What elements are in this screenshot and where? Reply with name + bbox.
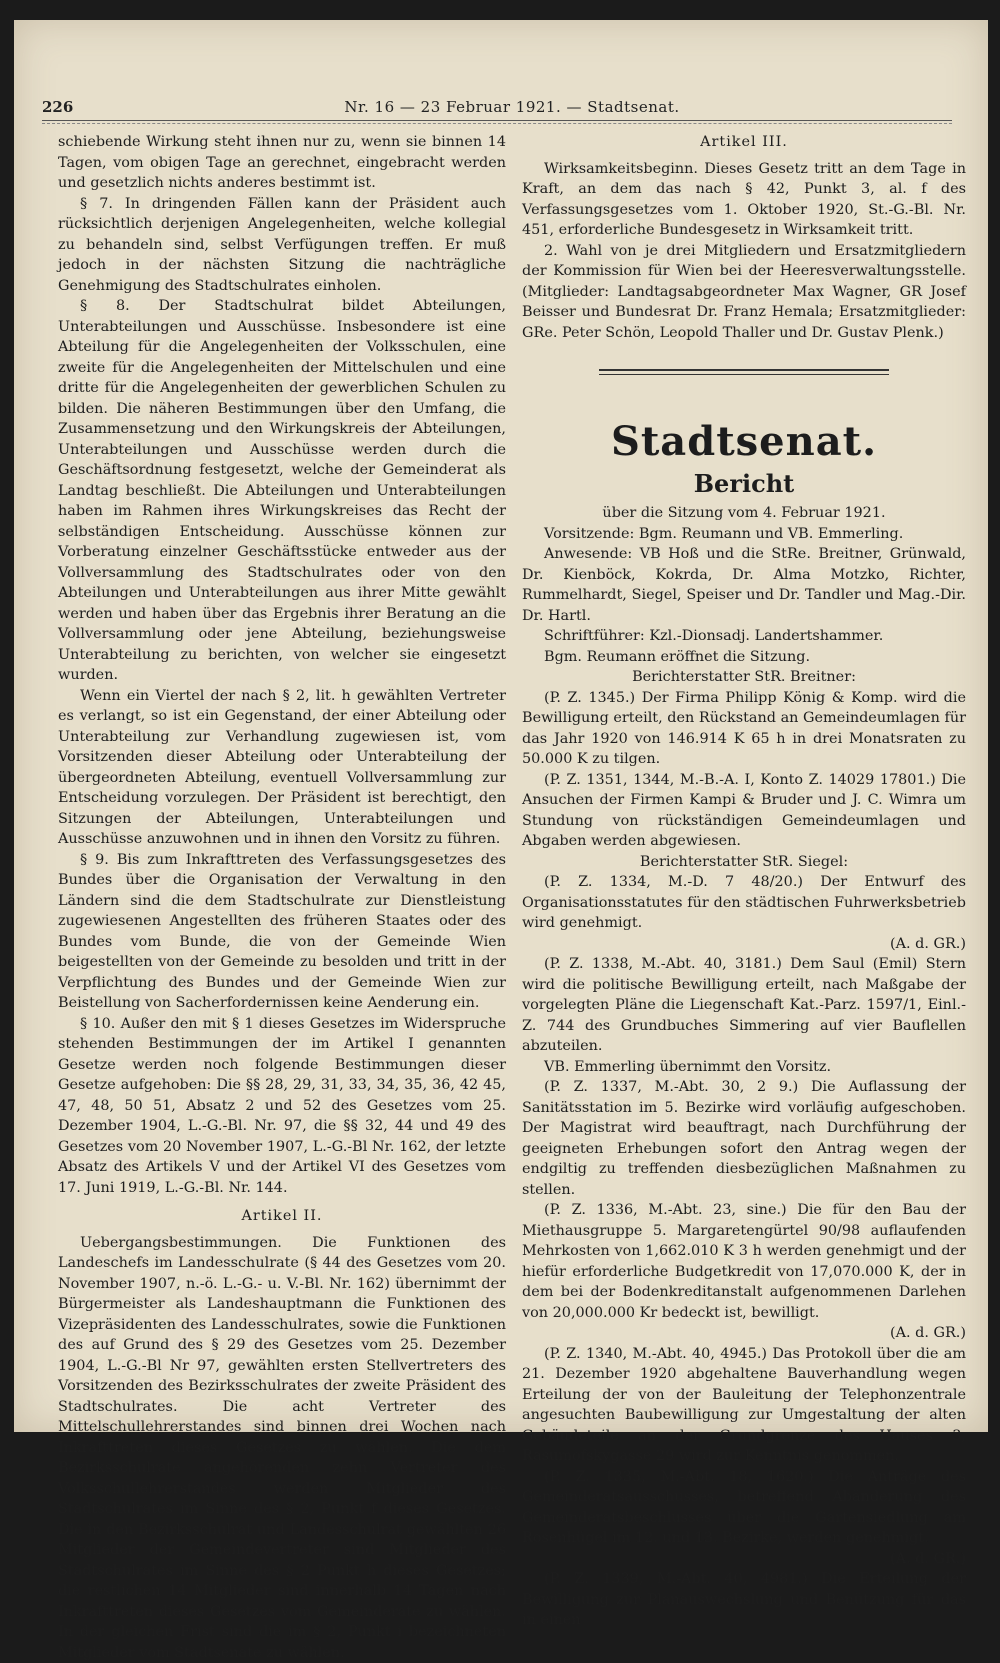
secretary-line: Schriftführer: Kzl.-Dionsadj. Landertshammer.	[522, 626, 966, 647]
agenda-item: (P. Z. 1345.) Der Firma Philipp König & Komp. wird die Bewilligung erteilt, den Rückstand an Gemeindeumlagen für das Jahr 1920 von 146.914 K 65 h in drei Monatsraten zu 50.000 K zu tilgen.	[522, 688, 966, 770]
opening-line: Bgm. Reumann eröffnet die Sitzung.	[522, 647, 966, 668]
page-number: 226	[42, 98, 73, 116]
section-divider-thin	[599, 374, 889, 375]
agenda-item: (P. Z. 1338, M.-Abt. 40, 3181.) Dem Saul (Emil) Stern wird die politische Bewilligung erteilt, nach Maßgabe der vorgelegten Pläne die Liegenschaft Kat.-Parz. 1597/1, Einl.-Z. 744 des Grundbuches Simmering auf vier Bauflellen abzuteilen.	[522, 954, 966, 1057]
chair-line: Vorsitzende: Bgm. Reumann und VB. Emmerling.	[522, 524, 966, 545]
report-subtitle: über die Sitzung vom 4. Februar 1921.	[522, 503, 966, 524]
agenda-item: (P. Z. 1337, M.-Abt. 30, 2 9.) Die Auflassung der Sanitätsstation im 5. Bezirke wird vorläufig aufgeschoben. Der Magistrat wird beauftragt, nach Durchführung der geeigneten Erhebungen sofort den Antrag wegen der endgiltig zu treffenden diesbezüglichen Maßnahmen zu stellen.	[522, 1077, 966, 1200]
section-title: Stadtsenat.	[522, 419, 966, 465]
page-header	[42, 94, 982, 120]
newspaper-page	[14, 20, 988, 1432]
chair-change: VB. Emmerling übernimmt den Vorsitz.	[522, 1057, 966, 1078]
referral-note: (A. d. GR.)	[522, 1549, 966, 1570]
article-3-heading: Artikel III.	[522, 132, 966, 153]
article-2-heading: Artikel II.	[58, 1206, 506, 1227]
paragraph: Wenn ein Viertel der nach § 2, lit. h gewählten Vertreter es verlangt, so ist ein Gegenstand, der einer Abteilung oder Unterabteilung zur Verhandlung zugewiesen ist, vom Vorsitzenden dieser Abteilung oder Unterabteilung der übergeordneten Abteilung, eventuell Vollversammlung zur Entscheidung vorzulegen. Der Präsident ist berechtigt, den Sitzungen der Abteilungen, Unterabteilungen und Ausschüsse anzuwohnen und in ihnen den Vorsitz zu führen.	[58, 686, 506, 850]
rapporteur-siegel: Berichterstatter StR. Siegel:	[522, 852, 966, 873]
paragraph: schiebende Wirkung steht ihnen nur zu, wenn sie binnen 14 Tagen, vom obigen Tage an gerechnet, eingebracht werden und gesetzlich nichts anderes bestimmt ist.	[58, 132, 506, 194]
paragraph-section-10: § 10. Außer den mit § 1 dieses Gesetzes im Widerspruche stehenden Bestimmungen der im Artikel I genannten Gesetze werden noch folgende Bestimmungen dieser Gesetze aufgehoben: Die §§ 28, 29, 31, 33, 34, 35, 36, 42 45, 47, 48, 50 51, Absatz 2 und 52 des Gesetzes vom 25. Dezember 1904, L.-G.-Bl. Nr. 97, die §§ 32, 44 und 49 des Gesetzes vom 20 November 1907, L.-G.-Bl Nr. 162, der letzte Absatz des Artikels V und der Artikel VI des Gesetzes vom 17. Juni 1919, L.-G.-Bl. Nr. 144.	[58, 1014, 506, 1199]
article-3-paragraph: Wirksamkeitsbeginn. Dieses Gesetz tritt an dem Tage in Kraft, an dem das nach § 42, Punkt 3, al. f des Verfassungsgesetzes vom 1. Oktober 1920, St.-G.-Bl. Nr. 451, erforderliche Bundesgesetz in Wirksamkeit tritt.	[522, 159, 966, 241]
right-column	[522, 132, 966, 1422]
article-2-paragraph: Uebergangsbestimmungen. Die Funktionen des Landeschefs im Landesschulrate (§ 44 des Gesetzes vom 20. November 1907, n.-ö. L.-G.- u. V.-Bl. Nr. 162) übernimmt der Bürgermeister als Landeshauptmann die Funktionen des Vizepräsidenten des Landesschulrates, sowie die Funktionen des auf Grund des § 29 des Gesetzes vom 25. Dezember 1904, L.-G.-Bl Nr 97, gewählten ersten Stellvertreters des Vorsitzenden des Bezirksschulrates der zweite Präsident des Stadtschulrates. Die acht Vertreter des Mittelschullehrerstandes sind binnen drei Wochen nach Inkrafttreten dieses Gesetzes zu wählen. Die dem Bezirksschulrate angehörenden zehn Vertreter des Volksschullehrerstandes werden Mitglieder des Stadtschulrates im Sinne des § 2, Punkt f dieses Gesetzes. Die in den Bezirksschulrat und Landesschulrat gewählten 26 Mitglieder der Gemeindevertreter sind Mitglieder des Stadtschulrates im Sinne des § 2 Punkt h dieses Gesetzes; die restlichen 14 Mitglieder sind innerhalb 14 Tagen nach Inkrafttreten dieses Gesetzes vom Gemeinderate zu wählen. In der gleichen Frist sind die im § 2, Punkt i bezeichneten Mitglieder vom Stadtsenate zu wählen.	[58, 1233, 506, 1663]
agenda-item: (P. Z. 1336, M.-Abt. 23, sine.) Die für den Bau der Miethausgruppe 5. Margaretengürtel 90/98 auflaufenden Mehrkosten von 1,662.010 K 3 h werden genehmigt und der hiefür erforderliche Budgetkredit von 17,070.000 K, der in dem bei der Bodenkreditanstalt aufgenommenen Darlehen von 20,000.000 Kr bedeckt ist, bewilligt.	[522, 1200, 966, 1323]
election-paragraph: 2. Wahl von je drei Mitgliedern und Ersatzmitgliedern der Kommission für Wien bei der Heeresverwaltungsstelle. (Mitglieder: Landtagsabgeordneter Max Wagner, GR Josef Beisser und Bundesrat Dr. Franz Hemala; Ersatzmitglieder: GRe. Peter Schön, Leopold Thaller und Dr. Gustav Plenk.)	[522, 241, 966, 344]
agenda-item: (P. Z. 1351, 1344, M.-B.-A. I, Konto Z. 14029 17801.) Die Ansuchen der Firmen Kampi & Bruder und J. C. Wimra um Stundung von rückständigen Gemeindeumlagen und Abgaben werden abgewiesen.	[522, 770, 966, 852]
paragraph-section-9: § 9. Bis zum Inkrafttreten des Verfassungsgesetzes des Bundes über die Organisation der Verwaltung in den Ländern sind die dem Stadtschulrate zur Dienstleistung zugewiesenen Angestellten des früheren Staates oder des Bundes vom Bunde, die von der Gemeinde Wien beigestellten von der Gemeinde zu besolden und tritt in der Verpflichtung des Bundes und der Gemeinde Wien zur Beistellung von Sacherfordernissen keine Aenderung ein.	[58, 850, 506, 1014]
running-title: Nr. 16 — 23 Februar 1921. — Stadtsenat.	[42, 98, 982, 116]
rapporteur-breitner: Berichterstatter StR. Breitner:	[522, 667, 966, 688]
agenda-item: (P. Z. 1334, M.-D. 7 48/20.) Der Entwurf des Organisationsstatutes für den städtischen Fuhrwerksbetrieb wird genehmigt.	[522, 872, 966, 934]
agenda-item: (P. Z. 1340, M.-Abt. 40, 4945.) Das Protokoll über die am 21. Dezember 1920 abgehaltene Bauverhandlung wegen Erteilung der von der Bauleitung der Telephonzentrale angesuchten Baubewilligung zur Umgestaltung der alten Gebäudeteile an der Grundgrenze des Hauses 3, Rasumofskygasse 29 wird zur Kenntnis genommen.	[522, 1344, 966, 1467]
left-column	[58, 132, 506, 1422]
attendees: Anwesende: VB Hoß und die StRe. Breitner, Grünwald, Dr. Kienböck, Kokrda, Dr. Alma Motzko, Richter, Rummelhardt, Siegel, Speiser und Dr. Tandler und Mag.-Dir. Dr. Hartl.	[522, 544, 966, 626]
referral-note: (A. d. GR.)	[522, 934, 966, 955]
section-divider	[599, 369, 889, 371]
referral-note: (A. d. GR.)	[522, 1323, 966, 1344]
agenda-item: (P. Z. 1335, M.-Abt. 18, 1620.) Die Anträge des Gemeinderatsausschusses, betreffend Abänderung des Gemeinderatsbeschlusses über die Gartensiedlung am Rosenhügel im 12. und 13. Bezirke, werden genehmigt.	[522, 1467, 966, 1549]
report-title: Bericht	[522, 469, 966, 499]
header-rule	[42, 120, 952, 124]
paragraph-section-7: § 7. In dringenden Fällen kann der Präsident auch rücksichtlich derjenigen Angelegenheiten, welche kollegial zu behandeln sind, selbst Verfügungen treffen. Er muß jedoch in der nächsten Sitzung die nachträgliche Genehmigung des Stadtschulrates einholen.	[58, 194, 506, 297]
agenda-item: (P. Z. 1339, M.-Abt. 40, 4981.) Die Erteilung der Bewilligung zur Planauswechslung und Benützung für das in einen	[522, 1569, 966, 1631]
paragraph-section-8: § 8. Der Stadtschulrat bildet Abteilungen, Unterabteilungen und Ausschüsse. Insbesondere ist eine Abteilung für die Angelegenheiten der Volksschulen, eine zweite für die Angelegenheiten der Mittelschulen und eine dritte für die Angelegenheiten der gewerblichen Schulen zu bilden. Die näheren Bestimmungen über den Umfang, die Zusammensetzung und den Wirkungskreis der Abteilungen, Unterabteilungen und Ausschüsse werden durch die Geschäftsordnung festgesetzt, welche der Gemeinderat als Landtag beschließt. Die Abteilungen und Unterabteilungen haben im Rahmen ihres Wirkungskreises das Recht der selbständigen Entscheidung. Ausschüsse können zur Vorberatung einzelner Geschäftsstücke entweder aus der Vollversammlung des Stadtschulrates oder von den Abteilungen und Unterabteilungen aus ihrer Mitte gewählt werden und haben über das Ergebnis ihrer Beratung an die Vollversammlung oder jene Abteilung, beziehungsweise Unterabteilung zu berichten, von welcher sie eingesetzt wurden.	[58, 296, 506, 686]
